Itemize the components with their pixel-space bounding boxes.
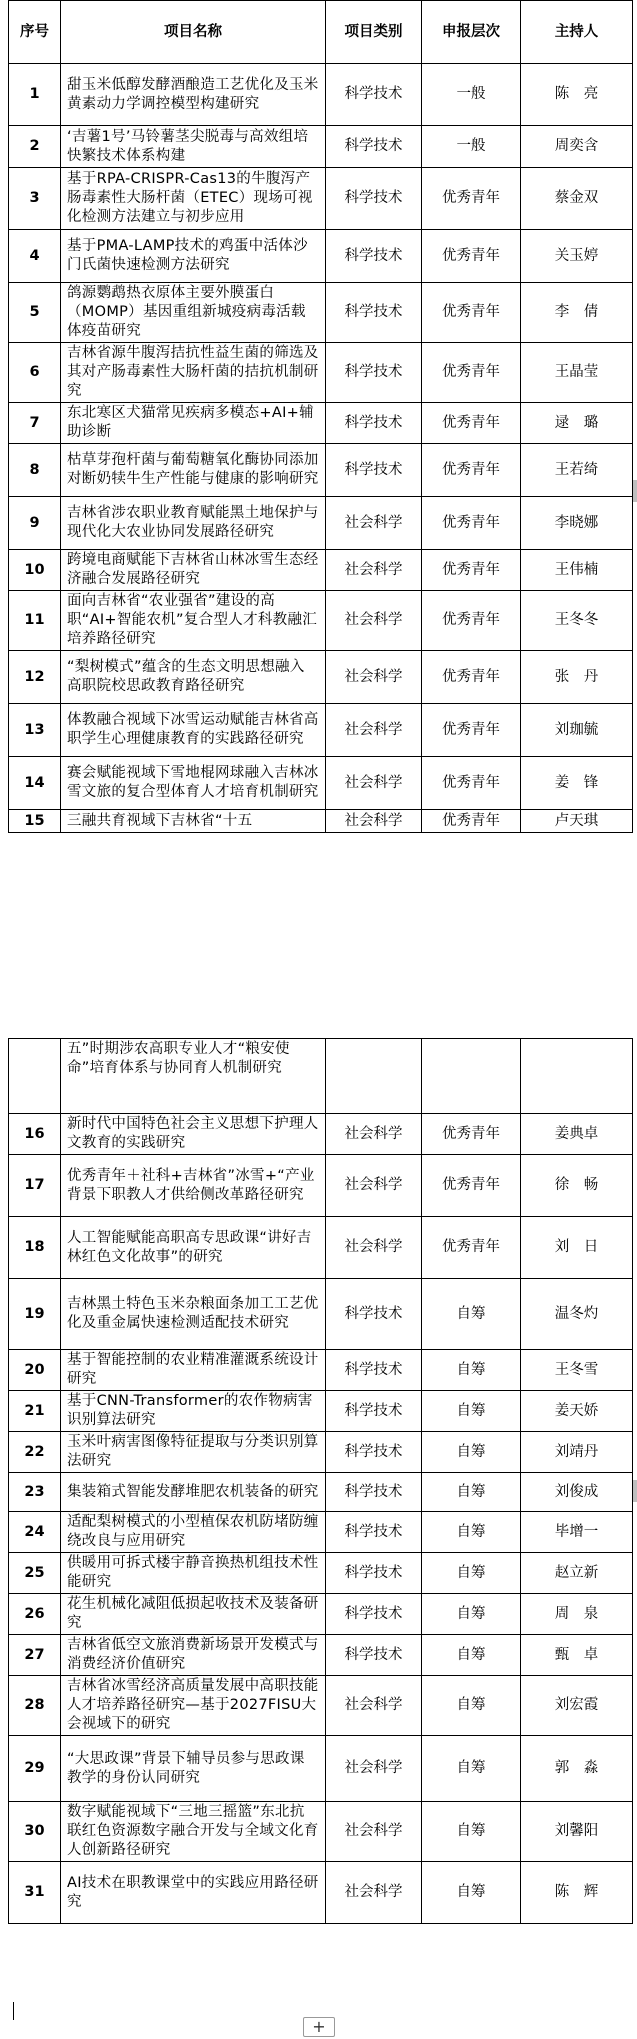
row-category: 科学技术: [326, 1512, 422, 1553]
row-index: 25: [9, 1553, 61, 1594]
row-project-name: 吉林省涉农职业教育赋能黑土地保护与现代化大农业协同发展路径研究: [61, 497, 326, 550]
table-row: [9, 1114, 633, 1155]
row-level: [422, 1039, 521, 1114]
row-host: 卢天琪: [521, 810, 633, 833]
row-category: 社会科学: [326, 1217, 422, 1279]
table-row: [9, 1862, 633, 1924]
scroll-marker: [633, 480, 637, 502]
row-category: 科学技术: [326, 1350, 422, 1391]
row-project-name: 花生机械化减阻低损起收技术及装备研究: [61, 1594, 326, 1635]
row-host: 周 泉: [521, 1594, 633, 1635]
row-category: 社会科学: [326, 651, 422, 704]
header-project-name: 项目名称: [61, 1, 326, 64]
row-host: 刘 日: [521, 1217, 633, 1279]
row-category: 社会科学: [326, 704, 422, 757]
row-project-name: 枯草芽孢杆菌与葡萄糖氧化酶协同添加对断奶犊牛生产性能与健康的影响研究: [61, 444, 326, 497]
row-project-name: 三融共育视域下吉林省“十五: [61, 810, 326, 833]
table-row: [9, 1736, 633, 1802]
row-host: 王伟楠: [521, 550, 633, 591]
table-row: [9, 126, 633, 168]
row-project-name: 体教融合视域下冰雪运动赋能吉林省高职学生心理健康教育的实践路径研究: [61, 704, 326, 757]
row-category: 科学技术: [326, 1635, 422, 1676]
text-cursor: [13, 2002, 14, 2020]
row-index: 7: [9, 403, 61, 444]
row-project-name: 人工智能赋能高职高专思政课“讲好吉林红色文化故事”的研究: [61, 1217, 326, 1279]
row-category: 社会科学: [326, 810, 422, 833]
row-project-name: 吉林省低空文旅消费新场景开发模式与消费经济价值研究: [61, 1635, 326, 1676]
row-host: 姜典卓: [521, 1114, 633, 1155]
row-host: 姜 锋: [521, 757, 633, 810]
row-category: 科学技术: [326, 343, 422, 403]
row-index: 11: [9, 591, 61, 651]
table-row: [9, 1635, 633, 1676]
page-break: [0, 1004, 637, 1038]
row-level: 自筹: [422, 1676, 521, 1736]
row-category: [326, 1039, 422, 1114]
table-row: [9, 283, 633, 343]
row-category: 社会科学: [326, 1802, 422, 1862]
row-category: 社会科学: [326, 550, 422, 591]
row-level: 自筹: [422, 1473, 521, 1512]
row-host: [521, 1039, 633, 1114]
row-index: 12: [9, 651, 61, 704]
row-level: 自筹: [422, 1862, 521, 1924]
row-host: 徐 畅: [521, 1155, 633, 1217]
row-host: 陈 亮: [521, 64, 633, 126]
row-project-name: 优秀青年＋社科+吉林省”冰雪+“产业背景下职教人才供给侧改革路径研究: [61, 1155, 326, 1217]
row-category: 社会科学: [326, 1676, 422, 1736]
row-project-name: 基于RPA-CRISPR-Cas13的牛腹泻产肠毒素性大肠杆菌（ETEC）现场可视化检测方法建立与初步应用: [61, 168, 326, 230]
row-project-name: 数字赋能视域下“三地三摇篮”东北抗联红色资源数字融合开发与全域文化育人创新路径研究: [61, 1802, 326, 1862]
row-project-name: 鸽源鹦鹉热衣原体主要外膜蛋白（MOMP）基因重组新城疫病毒活载体疫苗研究: [61, 283, 326, 343]
row-host: 刘靖丹: [521, 1432, 633, 1473]
row-level: 优秀青年: [422, 810, 521, 833]
row-project-name: ‘吉薯1号’马铃薯茎尖脱毒与高效组培快繁技术体系构建: [61, 126, 326, 168]
row-category: 科学技术: [326, 444, 422, 497]
row-host: 王晶莹: [521, 343, 633, 403]
row-index: 19: [9, 1279, 61, 1350]
row-host: 赵立新: [521, 1553, 633, 1594]
row-host: 温冬灼: [521, 1279, 633, 1350]
row-project-name: 吉林黑土特色玉米杂粮面条加工工艺优化及重金属快速检测适配技术研究: [61, 1279, 326, 1350]
row-index: 26: [9, 1594, 61, 1635]
row-category: 科学技术: [326, 1594, 422, 1635]
row-level: 自筹: [422, 1350, 521, 1391]
row-index: [9, 1039, 61, 1114]
row-host: 周奕含: [521, 126, 633, 168]
row-level: 自筹: [422, 1635, 521, 1676]
row-category: 社会科学: [326, 757, 422, 810]
row-level: 一般: [422, 64, 521, 126]
row-level: 优秀青年: [422, 757, 521, 810]
table-row: [9, 1039, 633, 1114]
row-project-name: 集装箱式智能发酵堆肥农机装备的研究: [61, 1473, 326, 1512]
row-level: 优秀青年: [422, 1155, 521, 1217]
row-index: 17: [9, 1155, 61, 1217]
row-level: 自筹: [422, 1594, 521, 1635]
row-level: 优秀青年: [422, 1217, 521, 1279]
header-level: 申报层次: [422, 1, 521, 64]
row-category: 社会科学: [326, 497, 422, 550]
row-level: 自筹: [422, 1802, 521, 1862]
row-project-name: “大思政课”背景下辅导员参与思政课教学的身份认同研究: [61, 1736, 326, 1802]
table-row: [9, 1217, 633, 1279]
row-level: 优秀青年: [422, 497, 521, 550]
row-category: 社会科学: [326, 1736, 422, 1802]
row-level: 自筹: [422, 1391, 521, 1432]
row-level: 自筹: [422, 1553, 521, 1594]
table-row: [9, 550, 633, 591]
table-page-2: [8, 1038, 632, 1924]
table-row: [9, 403, 633, 444]
table-row: [9, 1802, 633, 1862]
row-index: 29: [9, 1736, 61, 1802]
row-host: 郭 淼: [521, 1736, 633, 1802]
row-category: 科学技术: [326, 283, 422, 343]
row-category: 社会科学: [326, 1862, 422, 1924]
table-row: [9, 1553, 633, 1594]
row-host: 刘宏霞: [521, 1676, 633, 1736]
row-level: 优秀青年: [422, 168, 521, 230]
row-index: 1: [9, 64, 61, 126]
row-project-name: 玉米叶病害图像特征提取与分类识别算法研究: [61, 1432, 326, 1473]
row-category: 社会科学: [326, 591, 422, 651]
row-level: 优秀青年: [422, 403, 521, 444]
table-row: [9, 757, 633, 810]
row-index: 6: [9, 343, 61, 403]
row-level: 优秀青年: [422, 550, 521, 591]
row-category: 科学技术: [326, 403, 422, 444]
row-index: 23: [9, 1473, 61, 1512]
row-host: 刘珈毓: [521, 704, 633, 757]
header-index: 序号: [9, 1, 61, 64]
row-category: 科学技术: [326, 1553, 422, 1594]
table-row: [9, 651, 633, 704]
row-level: 优秀青年: [422, 1114, 521, 1155]
row-level: 优秀青年: [422, 283, 521, 343]
row-index: 22: [9, 1432, 61, 1473]
row-host: 张 丹: [521, 651, 633, 704]
row-host: 王若绮: [521, 444, 633, 497]
row-host: 逯 璐: [521, 403, 633, 444]
table-row: [9, 1594, 633, 1635]
row-index: 14: [9, 757, 61, 810]
row-category: 科学技术: [326, 1432, 422, 1473]
row-index: 10: [9, 550, 61, 591]
row-project-name: 基于PMA-LAMP技术的鸡蛋中活体沙门氏菌快速检测方法研究: [61, 230, 326, 283]
row-index: 3: [9, 168, 61, 230]
row-category: 科学技术: [326, 64, 422, 126]
row-level: 自筹: [422, 1736, 521, 1802]
row-project-name: 面向吉林省“农业强省”建设的高职“AI+智能农机”复合型人才科教融汇培养路径研究: [61, 591, 326, 651]
row-level: 优秀青年: [422, 444, 521, 497]
table-row: [9, 1432, 633, 1473]
row-project-name: “梨树模式”蕴含的生态文明思想融入高职院校思政教育路径研究: [61, 651, 326, 704]
row-host: 蔡金双: [521, 168, 633, 230]
row-category: 科学技术: [326, 230, 422, 283]
row-level: 优秀青年: [422, 651, 521, 704]
table-row: [9, 1473, 633, 1512]
table-row: [9, 1350, 633, 1391]
row-project-name: 适配梨树模式的小型植保农机防堵防缠绕改良与应用研究: [61, 1512, 326, 1553]
row-index: 4: [9, 230, 61, 283]
row-index: 5: [9, 283, 61, 343]
row-category: 科学技术: [326, 1391, 422, 1432]
row-level: 自筹: [422, 1512, 521, 1553]
table-row: [9, 444, 633, 497]
row-project-name: AI技术在职教课堂中的实践应用路径研究: [61, 1862, 326, 1924]
row-level: 自筹: [422, 1432, 521, 1473]
row-index: 8: [9, 444, 61, 497]
row-host: 关玉婷: [521, 230, 633, 283]
row-category: 社会科学: [326, 1155, 422, 1217]
row-category: 社会科学: [326, 1114, 422, 1155]
table-body-part-2: [9, 1039, 633, 1924]
row-category: 科学技术: [326, 1279, 422, 1350]
row-project-name: 甜玉米低醇发酵酒酿造工艺优化及玉米黄素动力学调控模型构建研究: [61, 64, 326, 126]
row-level: 优秀青年: [422, 230, 521, 283]
row-level: 自筹: [422, 1279, 521, 1350]
table-body-part-1: [9, 64, 633, 833]
row-host: 姜天娇: [521, 1391, 633, 1432]
row-project-name: 吉林省冰雪经济高质量发展中高职技能人才培养路径研究—基于2027FISU大会视域下的研究: [61, 1676, 326, 1736]
row-index: 2: [9, 126, 61, 168]
row-category: 科学技术: [326, 168, 422, 230]
header-category: 项目类别: [326, 1, 422, 64]
row-project-name: 赛会赋能视域下雪地棍网球融入吉林冰雪文旅的复合型体育人才培育机制研究: [61, 757, 326, 810]
row-level: 优秀青年: [422, 343, 521, 403]
row-category: 科学技术: [326, 126, 422, 168]
table-row: [9, 64, 633, 126]
row-index: 13: [9, 704, 61, 757]
row-project-name: 供暖用可拆式楼宇静音换热机组技术性能研究: [61, 1553, 326, 1594]
row-host: 刘俊成: [521, 1473, 633, 1512]
row-index: 20: [9, 1350, 61, 1391]
row-project-name: 五”时期涉农高职专业人才“粮安使命”培育体系与协同育人机制研究: [61, 1039, 326, 1114]
row-level: 优秀青年: [422, 704, 521, 757]
row-host: 陈 辉: [521, 1862, 633, 1924]
row-index: 28: [9, 1676, 61, 1736]
table-row: [9, 168, 633, 230]
row-index: 24: [9, 1512, 61, 1553]
row-index: 15: [9, 810, 61, 833]
row-index: 16: [9, 1114, 61, 1155]
table-row: [9, 1391, 633, 1432]
row-project-name: 基于CNN-Transformer的农作物病害识别算法研究: [61, 1391, 326, 1432]
table-row: [9, 230, 633, 283]
row-host: 李晓娜: [521, 497, 633, 550]
table-row: [9, 1279, 633, 1350]
table-row: [9, 591, 633, 651]
row-category: 科学技术: [326, 1473, 422, 1512]
row-index: 27: [9, 1635, 61, 1676]
row-level: 一般: [422, 126, 521, 168]
table-page-1: [8, 0, 632, 833]
scroll-marker: [633, 1480, 637, 1502]
row-host: 王冬雪: [521, 1350, 633, 1391]
row-index: 18: [9, 1217, 61, 1279]
table-row: [9, 810, 633, 833]
table-row: [9, 343, 633, 403]
projects-table-part-2: [8, 1038, 633, 1924]
table-header-row: [9, 1, 633, 64]
row-host: 毕增一: [521, 1512, 633, 1553]
row-index: 31: [9, 1862, 61, 1924]
projects-table-part-1: [8, 0, 633, 833]
row-host: 刘馨阳: [521, 1802, 633, 1862]
row-project-name: 基于智能控制的农业精准灌溉系统设计研究: [61, 1350, 326, 1391]
header-host: 主持人: [521, 1, 633, 64]
table-row: [9, 1676, 633, 1736]
add-row-button[interactable]: +: [303, 2017, 335, 2037]
row-level: 优秀青年: [422, 591, 521, 651]
row-index: 30: [9, 1802, 61, 1862]
row-host: 甄 卓: [521, 1635, 633, 1676]
row-host: 王冬冬: [521, 591, 633, 651]
row-host: 李 倩: [521, 283, 633, 343]
row-project-name: 吉林省源牛腹泻拮抗性益生菌的筛选及其对产肠毒素性大肠杆菌的拮抗机制研究: [61, 343, 326, 403]
table-row: [9, 1512, 633, 1553]
row-index: 9: [9, 497, 61, 550]
row-project-name: 跨境电商赋能下吉林省山林冰雪生态经济融合发展路径研究: [61, 550, 326, 591]
table-row: [9, 704, 633, 757]
row-project-name: 新时代中国特色社会主义思想下护理人文教育的实践研究: [61, 1114, 326, 1155]
table-row: [9, 497, 633, 550]
table-row: [9, 1155, 633, 1217]
row-project-name: 东北寒区犬猫常见疾病多模态+AI+辅助诊断: [61, 403, 326, 444]
row-index: 21: [9, 1391, 61, 1432]
